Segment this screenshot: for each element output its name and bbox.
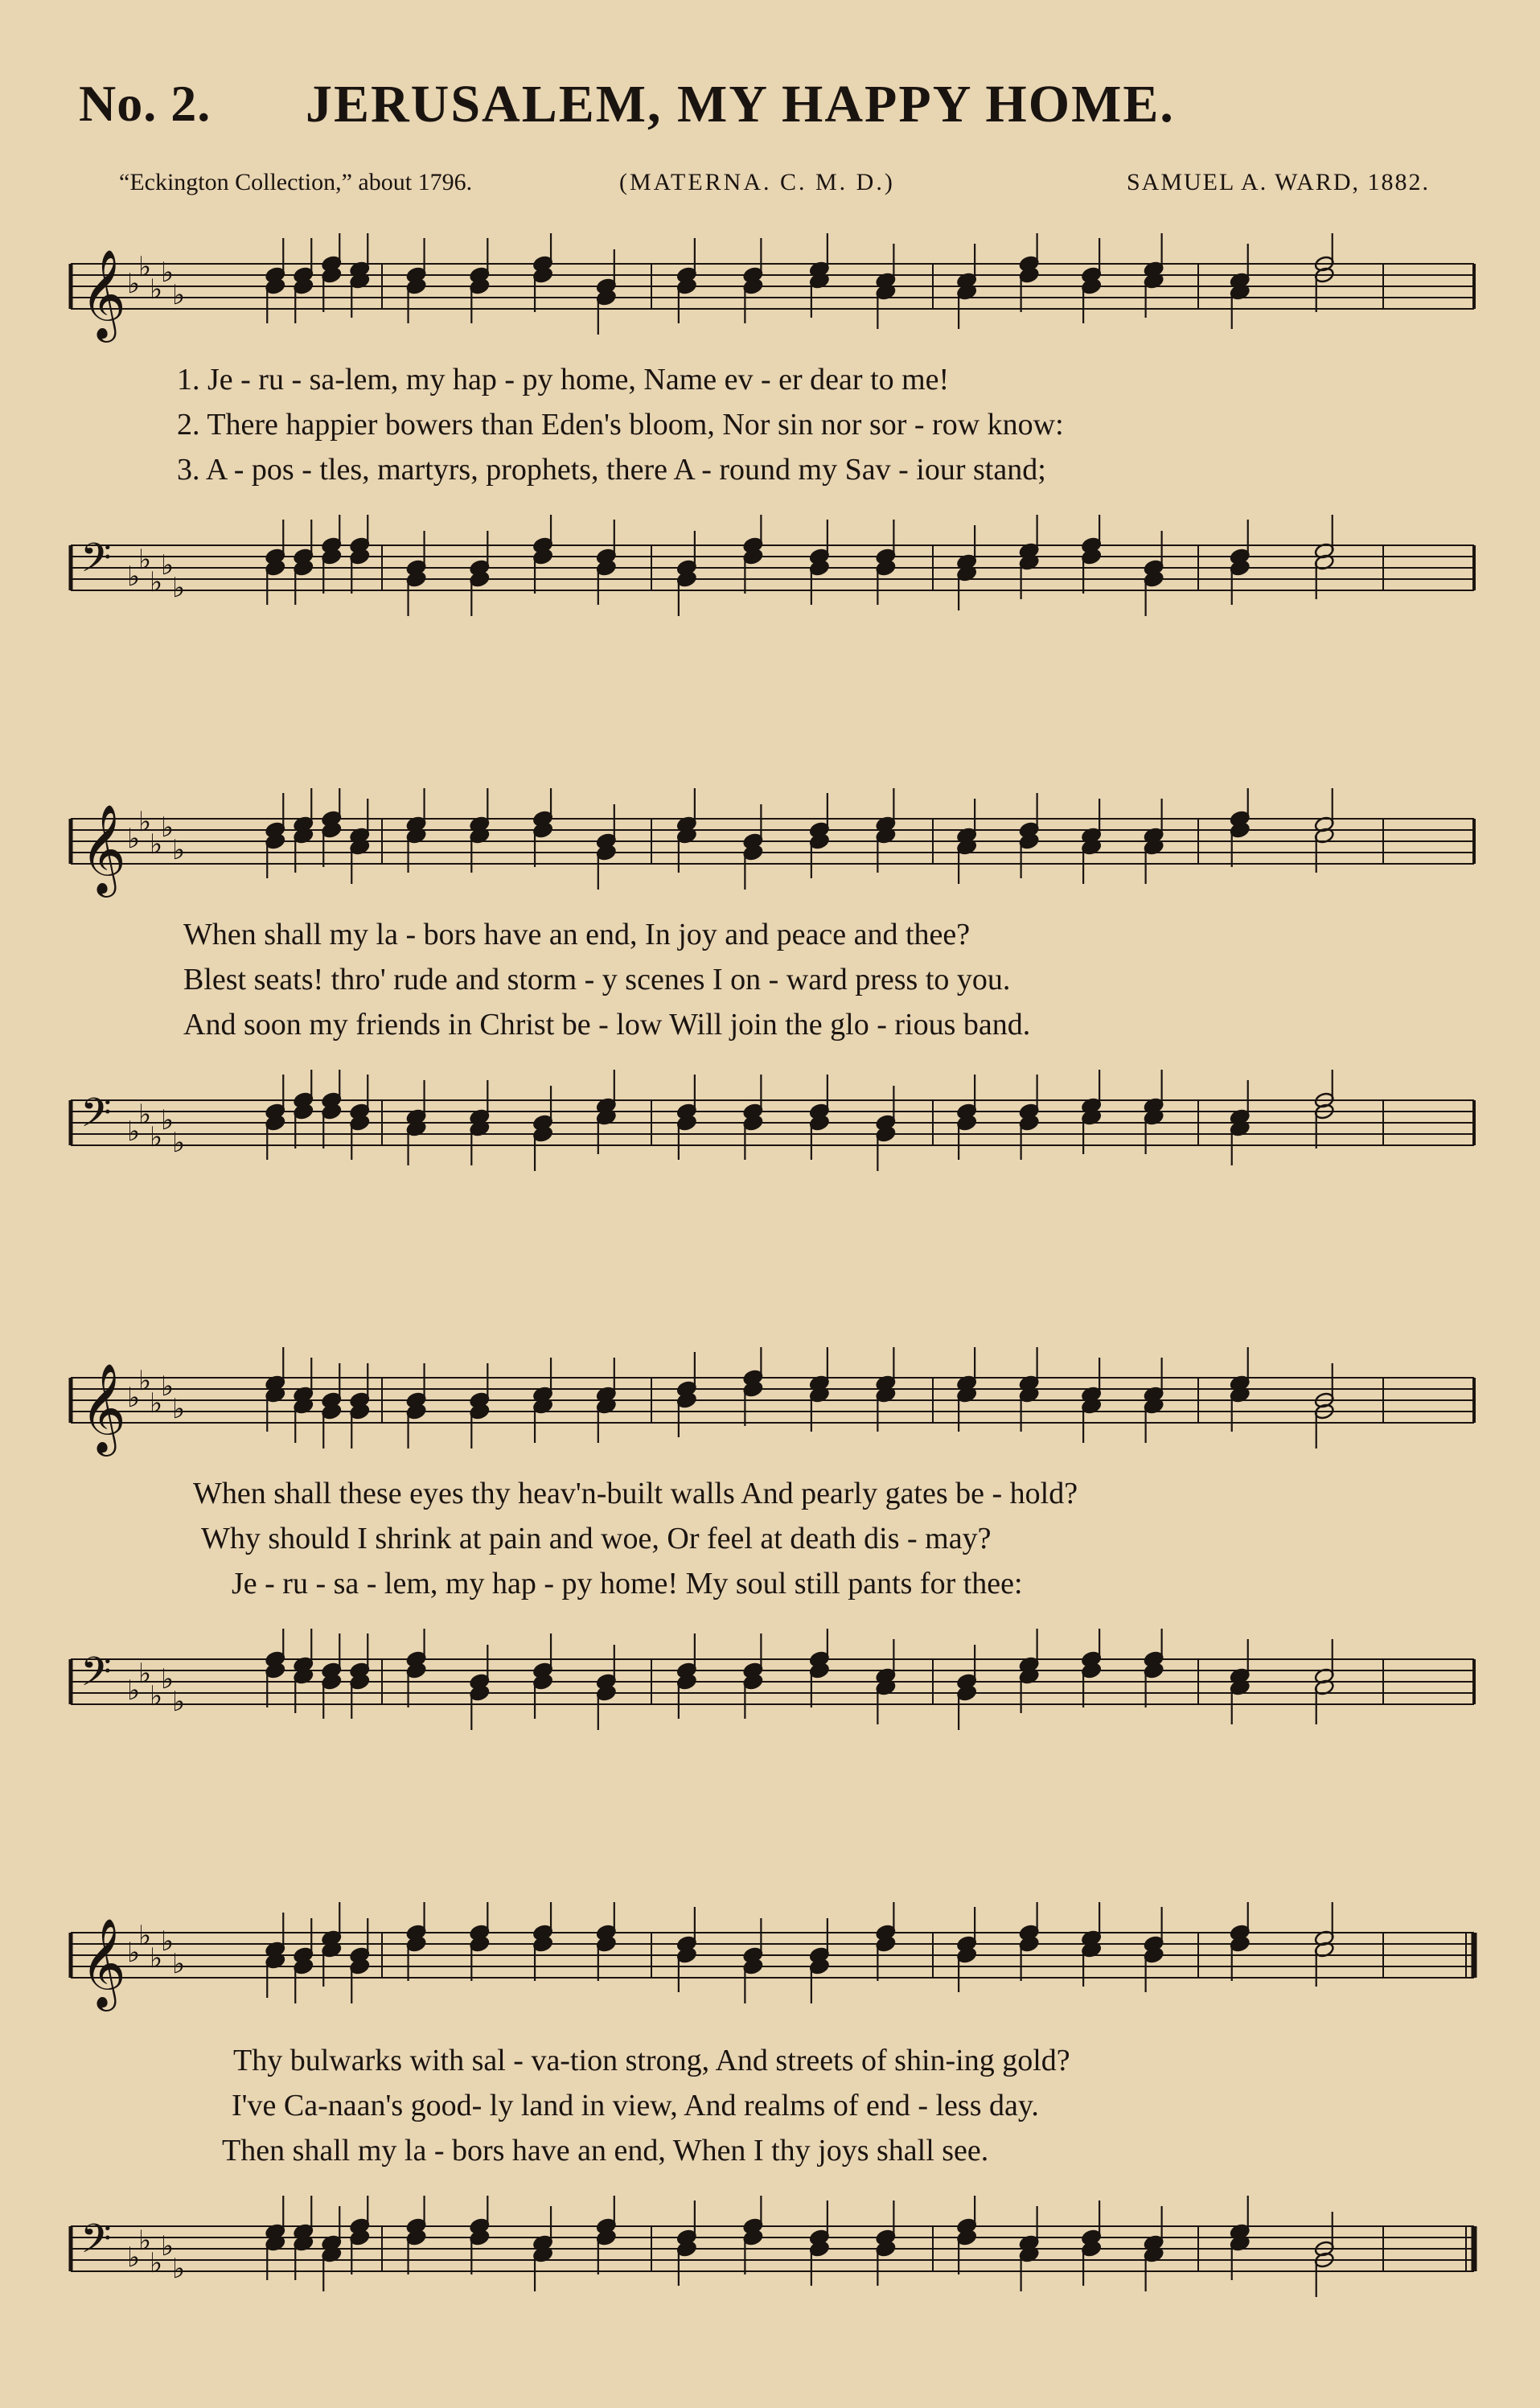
- flat-sign-icon: ♭: [150, 1121, 163, 1153]
- bass-staff-notation: [64, 515, 1484, 635]
- flat-sign-icon: ♭: [161, 1663, 175, 1695]
- lyric-verse-3: Je - ru - sa - lem, my hap - py home! My soul still pants for thee:: [232, 1567, 1023, 1601]
- lyric-verse-2: 2. There happier bowers than Eden's bloom, Nor sin nor sor - row know:: [177, 408, 1064, 442]
- flat-sign-icon: ♭: [172, 2253, 186, 2285]
- flat-sign-icon: ♭: [150, 2247, 163, 2279]
- flat-sign-icon: ♭: [138, 1920, 152, 1952]
- treble-staff: [64, 788, 1484, 901]
- flat-sign-icon: ♭: [150, 1942, 163, 1974]
- lyric-verse-2: I've Ca-naan's good- ly land in view, And realms of end - less day.: [232, 2089, 1039, 2122]
- treble-clef-icon: 𝄞: [80, 1362, 126, 1453]
- tune-name: (MATERNA. C. M. D.): [619, 169, 895, 195]
- flat-sign-icon: ♭: [161, 1925, 175, 1958]
- flat-sign-icon: ♭: [172, 279, 186, 311]
- flat-sign-icon: ♭: [127, 823, 141, 855]
- flat-sign-icon: ♭: [138, 1365, 152, 1397]
- flat-sign-icon: ♭: [172, 1686, 186, 1718]
- treble-staff-notation: [64, 788, 1484, 901]
- flat-sign-icon: ♭: [161, 1370, 175, 1403]
- flat-sign-icon: ♭: [138, 1099, 152, 1131]
- verse-lyrics: [64, 362, 1484, 499]
- flat-sign-icon: ♭: [138, 1658, 152, 1690]
- flat-sign-icon: ♭: [172, 1127, 186, 1159]
- hymn-number: No. 2.: [79, 75, 211, 132]
- treble-clef-icon: 𝄞: [80, 249, 126, 339]
- music-system-2: [64, 772, 1484, 1206]
- flat-sign-icon: ♭: [150, 1680, 163, 1712]
- treble-staff-notation: [64, 1902, 1484, 2015]
- bass-staff: [64, 2196, 1484, 2316]
- flat-sign-icon: ♭: [172, 1393, 186, 1425]
- lyric-verse-1: When shall my la - bors have an end, In joy and peace and thee?: [183, 918, 971, 951]
- treble-staff-notation: [64, 233, 1484, 346]
- flat-sign-icon: ♭: [127, 1382, 141, 1414]
- bass-staff: [64, 1629, 1484, 1749]
- lyric-verse-2: Blest seats! thro' rude and storm - y scenes I on - ward press to you.: [183, 963, 1011, 996]
- flat-sign-icon: ♭: [138, 544, 152, 576]
- flat-sign-icon: ♭: [127, 1116, 141, 1148]
- hymn-title: JERUSALEM, MY HAPPY HOME.: [306, 75, 1175, 134]
- flat-sign-icon: ♭: [150, 566, 163, 598]
- lyric-verse-3: And soon my friends in Christ be - low Will join the glo - rious band.: [183, 1008, 1031, 1042]
- flat-sign-icon: ♭: [150, 1387, 163, 1420]
- flat-sign-icon: ♭: [127, 1937, 141, 1969]
- lyric-verse-3: Then shall my la - bors have an end, When I thy joys shall see.: [222, 2134, 989, 2168]
- flat-sign-icon: ♭: [127, 561, 141, 593]
- text-source: “Eckington Collection,” about 1796.: [119, 169, 473, 195]
- lyric-verse-1: Thy bulwarks with sal - va-tion strong, And streets of shin-ing gold?: [233, 2044, 1070, 2077]
- credits-line: [119, 169, 1430, 204]
- flat-sign-icon: ♭: [127, 268, 141, 300]
- verse-lyrics: [64, 1476, 1484, 1613]
- treble-clef-icon: 𝄞: [80, 803, 126, 894]
- flat-sign-icon: ♭: [138, 806, 152, 838]
- bass-clef-icon: 𝄢: [80, 1090, 112, 1146]
- bass-staff-notation: [64, 1629, 1484, 1749]
- flat-sign-icon: ♭: [161, 2230, 175, 2262]
- treble-staff-notation: [64, 1347, 1484, 1460]
- verse-lyrics: [64, 2043, 1484, 2180]
- music-system-3: [64, 1331, 1484, 1765]
- lyric-verse-1: When shall these eyes thy heav'n-built walls And pearly gates be - hold?: [193, 1477, 1078, 1510]
- verse-lyrics: [64, 917, 1484, 1054]
- lyric-verse-1: 1. Je - ru - sa-lem, my hap - py home, Name ev - er dear to me!: [177, 363, 950, 397]
- lyric-verse-3: 3. A - pos - tles, martyrs, prophets, there A - round my Sav - iour stand;: [177, 453, 1046, 487]
- flat-sign-icon: ♭: [138, 2225, 152, 2257]
- treble-staff: [64, 1347, 1484, 1460]
- music-system-1: [64, 217, 1484, 651]
- bass-staff: [64, 1070, 1484, 1190]
- flat-sign-icon: ♭: [127, 2242, 141, 2274]
- bass-clef-icon: 𝄢: [80, 535, 112, 591]
- flat-sign-icon: ♭: [161, 549, 175, 581]
- flat-sign-icon: ♭: [172, 572, 186, 604]
- flat-sign-icon: ♭: [138, 251, 152, 283]
- title-row: [79, 74, 1494, 138]
- flat-sign-icon: ♭: [161, 257, 175, 289]
- composer-credit: SAMUEL A. WARD, 1882.: [1126, 169, 1430, 195]
- flat-sign-icon: ♭: [161, 1104, 175, 1136]
- flat-sign-icon: ♭: [127, 1675, 141, 1707]
- treble-staff: [64, 1902, 1484, 2015]
- lyric-verse-2: Why should I shrink at pain and woe, Or feel at death dis - may?: [201, 1522, 992, 1555]
- bass-clef-icon: 𝄢: [80, 1649, 112, 1705]
- flat-sign-icon: ♭: [172, 834, 186, 866]
- treble-clef-icon: 𝄞: [80, 1917, 126, 2007]
- flat-sign-icon: ♭: [150, 828, 163, 861]
- treble-staff: [64, 233, 1484, 346]
- bass-clef-icon: 𝄢: [80, 2216, 112, 2272]
- bass-staff-notation: [64, 2196, 1484, 2316]
- bass-staff: [64, 515, 1484, 635]
- music-system-4: [64, 1886, 1484, 2336]
- flat-sign-icon: ♭: [172, 1948, 186, 1980]
- flat-sign-icon: ♭: [150, 273, 163, 306]
- bass-staff-notation: [64, 1070, 1484, 1190]
- flat-sign-icon: ♭: [161, 812, 175, 844]
